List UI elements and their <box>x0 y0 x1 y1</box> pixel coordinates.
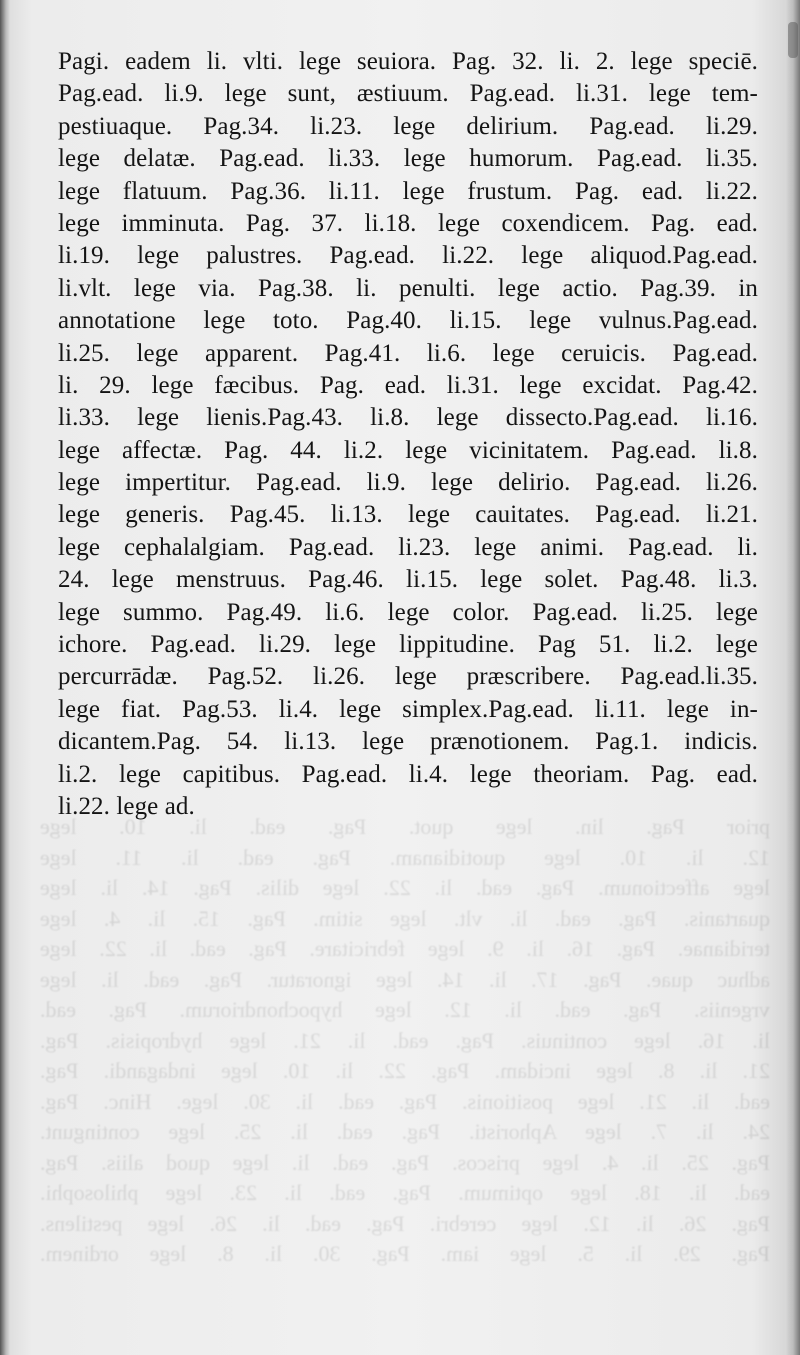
page-edge-shadow-left <box>0 0 10 1355</box>
errata-line: li. 29. lege fæcibus. Pag. ead. li.31. lege excidat. Pag.42. <box>58 371 758 399</box>
errata-line: lege impertitur. Pag.ead. li.9. lege delirio. Pag.ead. li.26. <box>58 469 758 497</box>
errata-line: li.19. lege palustres. Pag.ead. li.22. lege aliquod.Pag.ead. <box>58 242 758 270</box>
errata-line: lege summo. Pag.49. li.6. lege color. Pag.ead. li.25. lege <box>58 598 758 626</box>
errata-text-block <box>58 46 758 823</box>
errata-line: Pagi. eadem li. vlti. lege seuiora. Pag. 32. li. 2. lege speciē. <box>58 48 758 75</box>
errata-line: annotatione lege toto. Pag.40. li.15. lege vulnus.Pag.ead. <box>58 307 758 335</box>
errata-line-last: li.22. lege ad. <box>58 792 195 820</box>
errata-line: lege delatæ. Pag.ead. li.33. lege humorum. Pag.ead. li.35. <box>58 145 758 173</box>
errata-line: pestiuaque. Pag.34. li.23. lege delirium. Pag.ead. li.29. <box>58 112 758 140</box>
errata-line: lege generis. Pag.45. li.13. lege cauitates. Pag.ead. li.21. <box>58 501 758 529</box>
errata-line: percurrādæ. Pag.52. li.26. lege præscribere. Pag.ead.li.35. <box>58 663 758 691</box>
errata-line: lege flatuum. Pag.36. li.11. lege frustum. Pag. ead. li.22. <box>58 177 758 205</box>
errata-line: dicantem.Pag. 54. li.13. lege prænotionem. Pag.1. indicis. <box>58 728 758 756</box>
errata-line: li.25. lege apparent. Pag.41. li.6. lege ceruicis. Pag.ead. <box>58 339 758 367</box>
errata-line: lege affectæ. Pag. 44. li.2. lege vicinitatem. Pag.ead. li.8. <box>58 436 758 464</box>
page-stain-mark <box>788 22 798 58</box>
errata-line: li.33. lege lienis.Pag.43. li.8. lege dissecto.Pag.ead. li.16. <box>58 404 758 432</box>
errata-line: lege fiat. Pag.53. li.4. lege simplex.Pag.ead. li.11. lege in- <box>58 695 758 723</box>
bleed-through-text: prior Pag. lin. lege quot. Pag. ead. li. 10. lege 12. li. 10. lege quotidianam. Pag. ead. li. 11. lege lege affectionum. Pag. ead. li. 22. lege dilis. Pag. 14. li. lege quartanis. Pag. ead. li. vlt. lege sitim. Pag. 15. li. 4. lege teridianae. Pag. 16. li. 9. lege febricitare. Pag. ead. li. 22. lege adhuc quae. Pag. 17. li. 14. lege ignoratur. Pag. ead. li. lege vrgeniis. Pag. ead. li. 12. lege hypochondriorum. Pag. ead. li. 16. lege continuis. Pag. ead. li. 21. lege hydropisis. Pag. 21. li. 8. lege incidam. Pag. 22. li. 10. lege indagandi. Pag. ead. li. 21. lege positionis. Pag. ead. li. 30. lege. Hinc. Pag. 24. li. 7. lege Aphoristi. Pag. ead. li. 25. lege contingunt. Pag. 25. li. 4. lege priscos. Pag. ead. li. lege quod aliis. Pag. ead. li. 18. lege optimum. Pag. ead. li. 23. lege philosophi. Pag. 26. li. 12. lege cerebri. Pag. ead. li. 26. lege pestilens. Pag. 29. li. 5. lege iam. Pag. 30. li. 8. lege ordinem. <box>40 814 770 1266</box>
errata-line: li.2. lege capitibus. Pag.ead. li.4. lege theoriam. Pag. ead. <box>58 760 758 788</box>
errata-line: 24. lege menstruus. Pag.46. li.15. lege solet. Pag.48. li.3. <box>58 566 758 594</box>
errata-line: li.vlt. lege via. Pag.38. li. penulti. lege actio. Pag.39. in <box>58 274 758 302</box>
page-edge-shadow-right <box>786 0 800 1355</box>
errata-line: Pag.ead. li.9. lege sunt, æstiuum. Pag.ead. li.31. lege tem- <box>58 80 758 108</box>
errata-line: ichore. Pag.ead. li.29. lege lippitudine. Pag 51. li.2. lege <box>58 631 758 659</box>
errata-line: lege cephalalgiam. Pag.ead. li.23. lege animi. Pag.ead. li. <box>58 533 758 561</box>
errata-line: lege imminuta. Pag. 37. li.18. lege coxendicem. Pag. ead. <box>58 209 758 237</box>
